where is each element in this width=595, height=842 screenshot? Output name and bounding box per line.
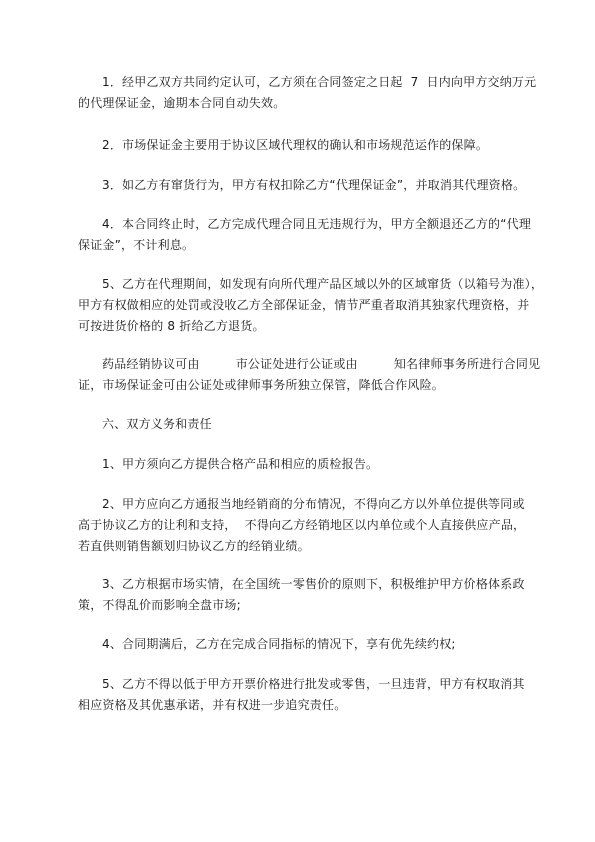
clause-4-paragraph [78, 214, 532, 256]
clause-5-line-1: 5、乙方在代理期间，如发现有向所代理产品区域以外的区域窜货（以箱号为准）， [102, 277, 544, 291]
duty-5-paragraph [78, 674, 523, 716]
duty-1-paragraph [78, 454, 523, 475]
clause-2-paragraph [78, 135, 523, 156]
duty-4-paragraph [78, 634, 523, 655]
section-6-heading-text: 六、双方义务和责任 [102, 417, 212, 431]
notary-note-line-1: 药品经销协议可由 市公证处进行公证或由 知名律师事务所进行合同见 [102, 357, 541, 371]
duty-3-line-1: 3、乙方根据市场实情，在全国统一零售价的原则下，积极维护甲方价格体系政 [102, 577, 525, 591]
clause-5-paragraph [78, 274, 544, 337]
notary-note-line-2: 证，市场保证金可由公证处或律师事务所独立保管，降低合作风险。 [78, 378, 445, 392]
duty-5-line-1: 5、乙方不得以低于甲方开票价格进行批发或零售，一旦违背，甲方有权取消其 [102, 677, 525, 691]
clause-2-line-1: 2．市场保证金主要用于协议区域代理权的确认和市场规范运作的保障。 [102, 138, 489, 152]
duty-5-line-2: 相应资格及其优惠承诺，并有权进一步追究责任。 [78, 698, 347, 712]
duty-4-line-1: 4、合同期满后，乙方在完成合同指标的情况下，享有优先续约权; [102, 637, 456, 651]
clause-1-paragraph [78, 72, 537, 114]
clause-4-line-2: 保证金”，不计利息。 [78, 238, 195, 252]
clause-3-line-1: 3．如乙方有窜货行为，甲方有权扣除乙方“代理保证金”，并取消其代理资格。 [102, 178, 526, 192]
clause-3-paragraph [78, 175, 526, 196]
clause-5-line-2: 甲方有权做相应的处罚或没收乙方全部保证金，情节严重者取消其独家代理资格，并 [78, 298, 530, 312]
clause-1-line-1: 1．经甲乙双方共同约定认可，乙方须在合同签定之日起 7 日内向甲方交纳万元 [102, 75, 537, 89]
section-6-heading [78, 414, 523, 435]
duty-3-line-2: 策，不得乱价而影响全盘市场; [78, 598, 241, 612]
clause-1-line-2: 的代理保证金，逾期本合同自动失效。 [78, 96, 286, 110]
clause-5-line-3: 可按进货价格的 8 折给乙方退货。 [78, 319, 265, 333]
duty-2-line-1: 2、甲方应向乙方通报当地经销商的分布情况，不得向乙方以外单位提供等同或 [102, 497, 525, 511]
duty-2-line-2: 高于协议乙方的让利和支持， 不得向乙方经销地区以内单位或个人直接供应产品， [78, 518, 526, 532]
duty-2-paragraph [78, 494, 526, 557]
duty-2-line-3: 若直供则销售额划归协议乙方的经销业绩。 [78, 539, 310, 553]
duty-1-line-1: 1、甲方须向乙方提供合格产品和相应的质检报告。 [102, 457, 379, 471]
clause-4-line-1: 4．本合同终止时，乙方完成代理合同且无违规行为，甲方全额退还乙方的“代理 [102, 217, 532, 231]
notary-note-paragraph [78, 354, 541, 396]
duty-3-paragraph [78, 574, 523, 616]
